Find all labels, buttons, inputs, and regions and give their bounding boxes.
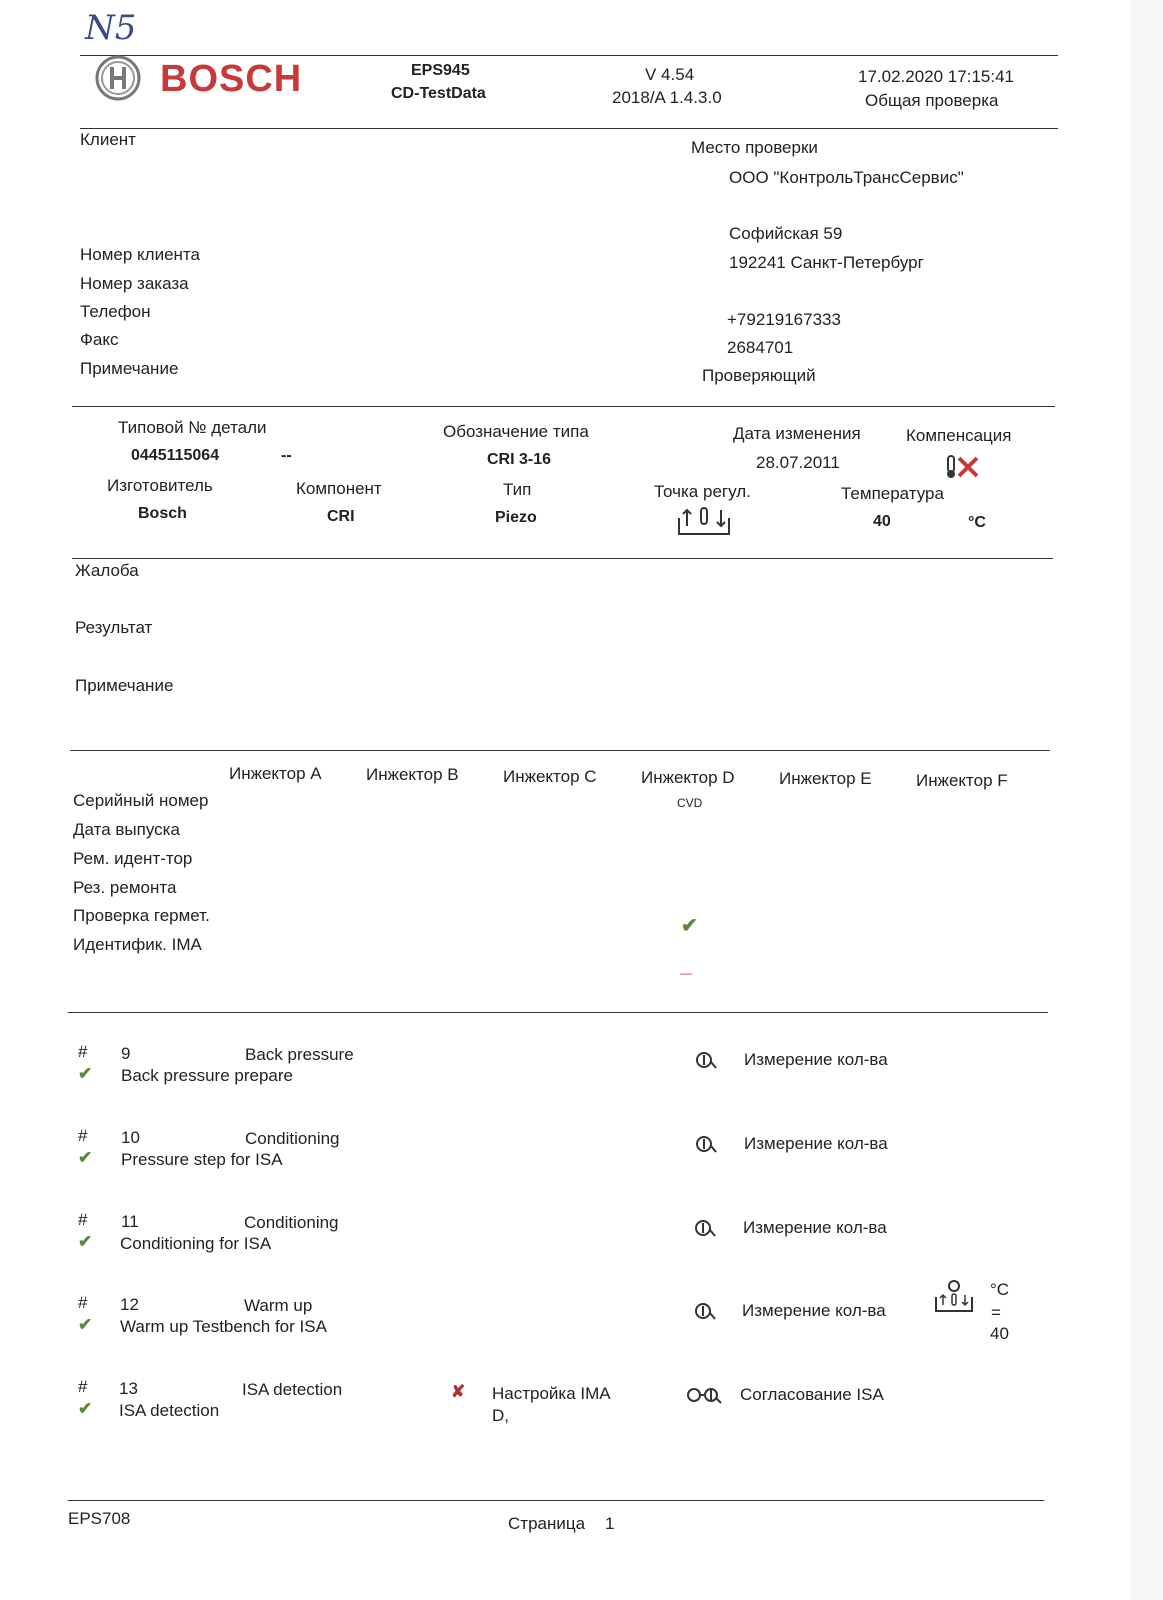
step-name: Conditioning bbox=[245, 1129, 340, 1148]
label-compensation: Компенсация bbox=[906, 426, 1012, 445]
adjust-point-icon bbox=[677, 506, 731, 536]
label-note: Примечание bbox=[75, 676, 174, 695]
row-repair-result: Рез. ремонта bbox=[73, 878, 177, 897]
leak-check-d-check-icon: ✔ bbox=[681, 915, 698, 937]
step-number: 11 bbox=[121, 1212, 139, 1231]
injector-col-a: Инжектор A bbox=[229, 764, 322, 783]
location-company: ООО "КонтрольТрансСервис" bbox=[729, 168, 964, 187]
location-fax: 2684701 bbox=[727, 338, 794, 357]
type-designation: CRI 3-16 bbox=[487, 451, 552, 468]
location-phone: +79219167333 bbox=[727, 310, 841, 329]
system-name: EPS945 bbox=[411, 62, 470, 79]
step-check-icon: ✔ bbox=[78, 1148, 93, 1167]
label-complaint: Жалоба bbox=[75, 561, 139, 580]
step-number: 9 bbox=[121, 1044, 131, 1063]
change-date: 28.07.2011 bbox=[756, 453, 840, 472]
ima-fail-icon: ✘ bbox=[451, 1382, 466, 1401]
step-check-icon: ✔ bbox=[78, 1064, 93, 1083]
row-leak-check: Проверка гермет. bbox=[73, 906, 210, 925]
step-description: Warm up Testbench for ISA bbox=[120, 1317, 327, 1336]
ima-adjust-sub: D, bbox=[492, 1406, 509, 1425]
build: 2018/A 1.4.3.0 bbox=[612, 88, 722, 107]
date-time: 17.02.2020 17:15:41 bbox=[858, 67, 1014, 86]
brand-name: BOSCH bbox=[160, 58, 303, 100]
step-measure: Измерение кол-ва bbox=[742, 1301, 886, 1320]
flow-measure-icon bbox=[695, 1134, 717, 1154]
injector-col-c: Инжектор C bbox=[503, 767, 597, 786]
step-check-icon: ✔ bbox=[78, 1399, 93, 1418]
label-client-note: Примечание bbox=[80, 359, 179, 378]
label-location: Место проверки bbox=[691, 138, 818, 157]
step-number: 10 bbox=[121, 1128, 140, 1147]
label-inspector: Проверяющий bbox=[702, 366, 816, 385]
label-adjust-point: Точка регул. bbox=[654, 482, 751, 501]
label-fax: Факс bbox=[80, 330, 119, 349]
scan-edge bbox=[1130, 0, 1163, 1600]
footer-page-number: 1 bbox=[605, 1514, 615, 1533]
temperature: 40 bbox=[873, 513, 891, 530]
row-repair-id: Рем. идент-тор bbox=[73, 849, 193, 868]
flow-measure-icon bbox=[694, 1218, 716, 1238]
manufacturer: Bosch bbox=[138, 505, 187, 522]
step-measure: Согласование ISA bbox=[740, 1385, 884, 1404]
step-hash: # bbox=[78, 1210, 88, 1229]
step-name: Warm up bbox=[244, 1296, 313, 1315]
label-phone: Телефон bbox=[80, 302, 151, 321]
ima-d-dash: — bbox=[680, 966, 692, 980]
row-ima-id: Идентифик. IMA bbox=[73, 935, 202, 954]
part-no: 0445115064 bbox=[131, 447, 220, 464]
part-no-suffix: -- bbox=[281, 447, 292, 464]
flow-measure-icon bbox=[695, 1050, 717, 1070]
step-check-icon: ✔ bbox=[78, 1232, 93, 1251]
step-name: ISA detection bbox=[242, 1380, 343, 1399]
testbench-temp-icon bbox=[934, 1279, 974, 1313]
dataset-name: CD-TestData bbox=[391, 85, 486, 102]
step-hash: # bbox=[78, 1126, 88, 1145]
temperature-unit: °C bbox=[968, 514, 986, 531]
footer-code: EPS708 bbox=[68, 1509, 131, 1528]
handwritten-mark: N5 bbox=[85, 8, 137, 48]
step-description: Conditioning for ISA bbox=[120, 1234, 272, 1253]
bosch-logo-icon bbox=[95, 55, 141, 101]
step-check-icon: ✔ bbox=[78, 1315, 93, 1334]
step-measure: Измерение кол-ва bbox=[744, 1134, 888, 1153]
step-measure: Измерение кол-ва bbox=[744, 1050, 888, 1069]
label-type: Тип bbox=[503, 480, 532, 499]
label-order-no: Номер заказа bbox=[80, 274, 189, 293]
row-serial: Серийный номер bbox=[73, 791, 209, 810]
compensation-off-icon bbox=[945, 454, 981, 480]
footer-page-label: Страница bbox=[508, 1514, 586, 1533]
step-description: Pressure step for ISA bbox=[121, 1150, 283, 1169]
injector-col-e: Инжектор E bbox=[779, 769, 872, 788]
label-temperature: Температура bbox=[841, 484, 944, 503]
location-street: Софийская 59 bbox=[729, 224, 843, 243]
step-hash: # bbox=[78, 1293, 88, 1312]
row-issue-date: Дата выпуска bbox=[73, 820, 180, 839]
step-hash: # bbox=[78, 1377, 88, 1396]
ima-adjust-label: Настройка IMA bbox=[492, 1384, 611, 1403]
step-name: Back pressure bbox=[245, 1045, 354, 1064]
test-type: Общая проверка bbox=[865, 91, 999, 110]
flow-measure-icon bbox=[694, 1301, 716, 1321]
label-component: Компонент bbox=[296, 479, 382, 498]
injector-d-sub: CVD bbox=[677, 796, 703, 810]
testbench-temp-eq: = bbox=[991, 1303, 1001, 1322]
version: V 4.54 bbox=[645, 65, 695, 84]
step-description: Back pressure prepare bbox=[121, 1066, 293, 1085]
step-measure: Измерение кол-ва bbox=[743, 1218, 887, 1237]
type: Piezo bbox=[495, 509, 537, 526]
label-result: Результат bbox=[75, 618, 153, 637]
component: CRI bbox=[327, 508, 355, 525]
label-manufacturer: Изготовитель bbox=[107, 476, 213, 495]
testbench-temp-unit: °C bbox=[990, 1280, 1010, 1299]
step-number: 13 bbox=[119, 1379, 138, 1398]
location-city: 192241 Санкт-Петербург bbox=[729, 253, 924, 272]
label-part-no: Типовой № детали bbox=[118, 418, 267, 437]
step-description: ISA detection bbox=[119, 1401, 220, 1420]
testbench-temp-value: 40 bbox=[990, 1324, 1009, 1343]
step-number: 12 bbox=[120, 1295, 139, 1314]
step-name: Conditioning bbox=[244, 1213, 339, 1232]
injector-col-d: Инжектор D bbox=[641, 768, 735, 787]
label-type-designation: Обозначение типа bbox=[443, 422, 589, 441]
label-client: Клиент bbox=[80, 130, 136, 149]
label-client-no: Номер клиента bbox=[80, 245, 200, 264]
injector-col-f: Инжектор F bbox=[916, 771, 1008, 790]
step-hash: # bbox=[78, 1042, 88, 1061]
injector-col-b: Инжектор B bbox=[366, 765, 459, 784]
isa-match-icon bbox=[686, 1385, 722, 1405]
label-change-date: Дата изменения bbox=[733, 424, 861, 443]
